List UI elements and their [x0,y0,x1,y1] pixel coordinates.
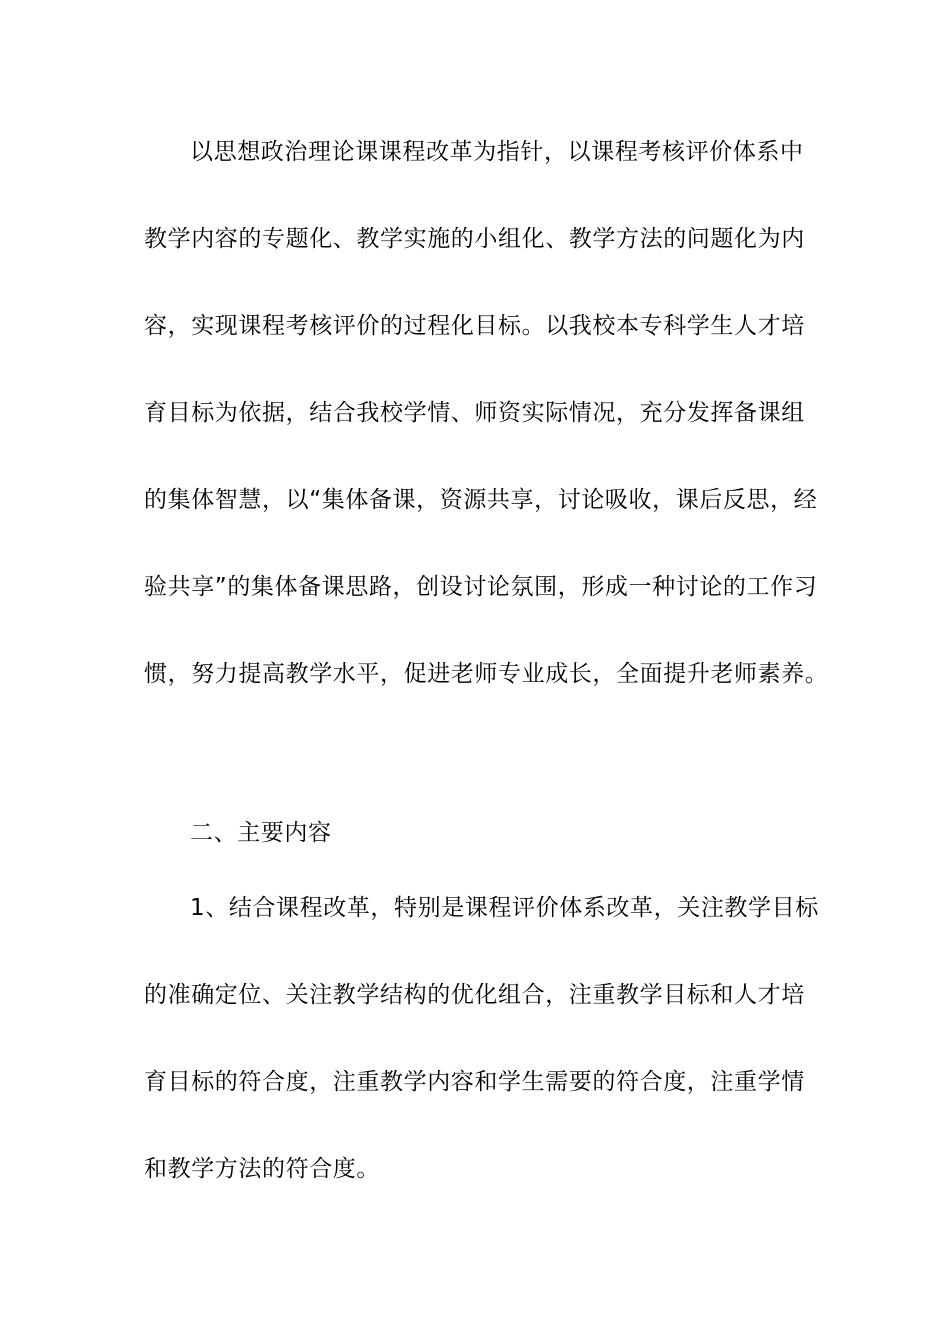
paragraph-1-line-1: 以思想政治理论课课程改革为指针，以课程考核评价体系中 [190,139,804,165]
paragraph-1-line-6: 验共享”的集体备课思路，创设讨论氛围，形成一种讨论的工作习 [144,574,818,600]
paragraph-2-line-4: 和教学方法的符合度。 [144,1156,380,1182]
paragraph-2-line-2: 的准确定位、关注教学结构的优化组合，注重教学目标和人才培 [144,982,805,1008]
paragraph-1-line-3: 容，实现课程考核评价的过程化目标。以我校本专科学生人才培 [144,313,805,339]
section-heading: 二、主要内容 [190,820,332,846]
paragraph-1-line-7: 惯，努力提高教学水平，促进老师专业成长，全面提升老师素养。 [144,661,829,687]
paragraph-1-line-5: 的集体智慧，以“集体备课，资源共享，讨论吸收，课后反思，经 [144,487,818,513]
paragraph-2-line-1: 1、结合课程改革，特别是课程评价体系改革，关注教学目标 [190,895,819,921]
paragraph-1-line-4: 育目标为依据，结合我校学情、师资实际情况，充分发挥备课组 [144,400,805,426]
paragraph-2-line-3: 育目标的符合度，注重教学内容和学生需要的符合度，注重学情 [144,1069,805,1095]
paragraph-1-line-2: 教学内容的专题化、教学实施的小组化、教学方法的问题化为内 [144,226,805,252]
